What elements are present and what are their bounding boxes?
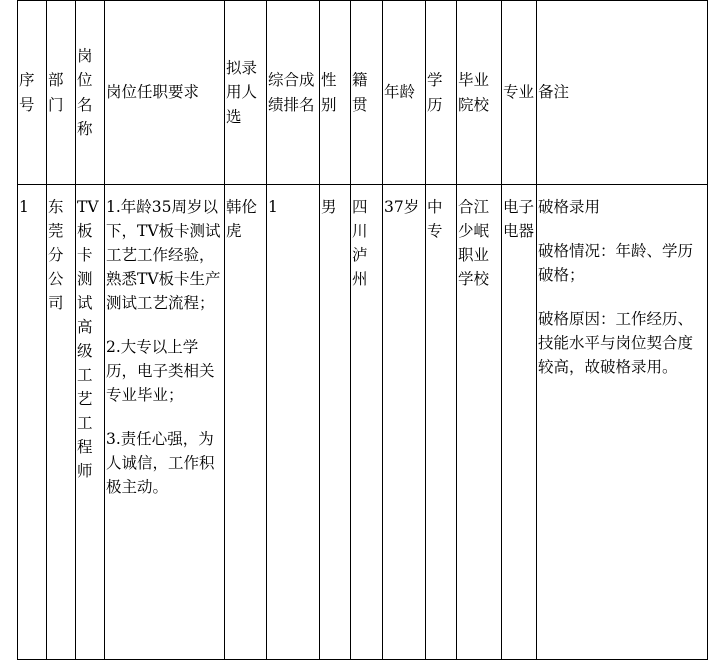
header-education: 学历 [426,1,457,185]
cell-major: 电子电器 [502,185,537,660]
header-gender: 性别 [320,1,351,185]
cell-dept: 东莞分公司 [47,185,76,660]
table-row [18,185,708,660]
header-origin: 籍贯 [351,1,383,185]
requirement-2: 2.大专以上学历，电子类相关专业毕业； [106,338,215,405]
header-remarks: 备注 [537,1,708,185]
header-school: 毕业院校 [457,1,502,185]
remark-3: 破格原因：工作经历、技能水平与岗位契合度较高，故破格录用。 [538,310,694,377]
cell-remarks [537,185,708,660]
cell-school: 合江少岷职业学校 [457,185,502,660]
cell-rank: 1 [267,185,320,660]
cell-position: TV板卡测试高级工艺工程师 [76,185,105,660]
cell-education: 中专 [426,185,457,660]
requirement-3: 3.责任心强，为人诚信，工作积极主动。 [106,430,215,497]
header-seq: 序号 [18,1,47,185]
header-dept: 部门 [47,1,76,185]
header-major: 专业 [502,1,537,185]
cell-hired: 韩伦虎 [225,185,267,660]
header-requirements: 岗位任职要求 [105,1,225,185]
cell-gender: 男 [320,185,351,660]
header-age: 年龄 [383,1,426,185]
header-position: 岗位名称 [76,1,105,185]
header-rank: 综合成绩排名 [267,1,320,185]
cell-age: 37岁 [383,185,426,660]
cell-requirements [105,185,225,660]
hiring-table [17,0,708,660]
remark-1: 破格录用 [538,198,601,216]
remark-2: 破格情况：年龄、学历破格； [538,242,694,285]
cell-origin: 四川泸州 [351,185,383,660]
cell-seq: 1 [18,185,47,660]
table-header-row [18,1,708,185]
header-hired: 拟录用人选 [225,1,267,185]
requirement-1: 1.年龄35周岁以下，TV板卡测试工艺工作经验，熟悉TV板卡生产测试工艺流程； [106,198,221,313]
